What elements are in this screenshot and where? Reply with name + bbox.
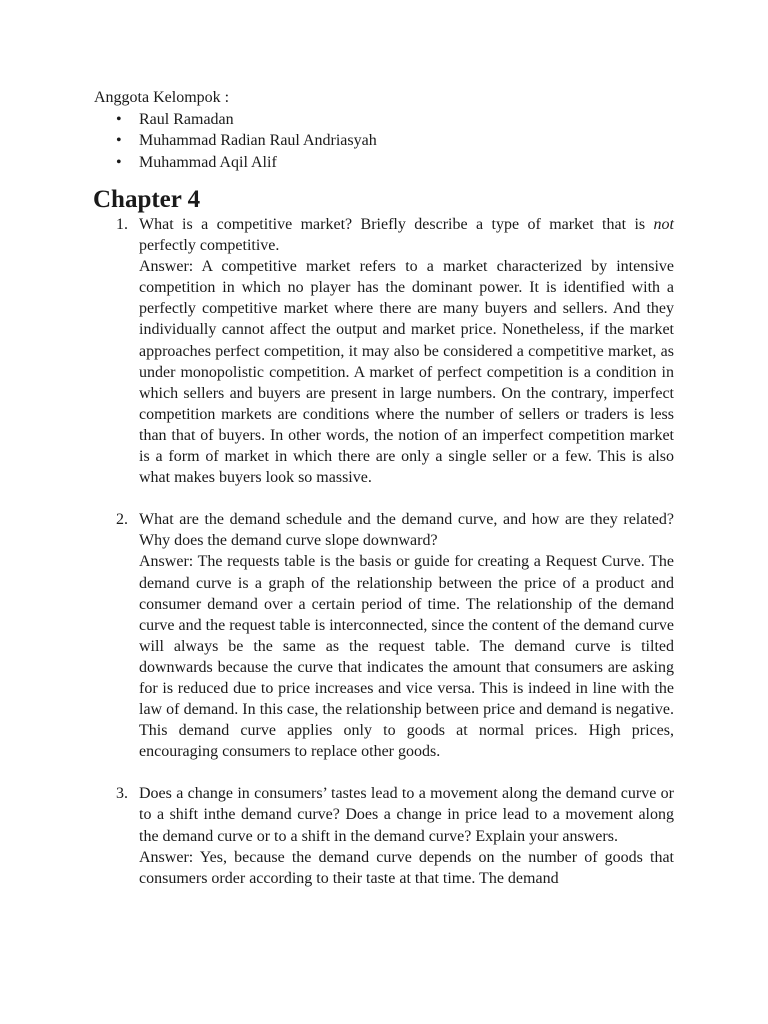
members-list [94, 109, 674, 174]
question-number: 3. [116, 785, 128, 803]
question-item [94, 783, 674, 888]
bullet-icon: • [116, 110, 122, 128]
questions-list [94, 214, 674, 910]
question-text-part: perfectly competitive. [139, 237, 280, 255]
list-item [94, 130, 674, 152]
member-name: Muhammad Radian Raul Andriasyah [139, 132, 377, 149]
list-item [94, 152, 674, 174]
members-heading: Anggota Kelompok : [94, 89, 230, 106]
question-item [94, 214, 674, 488]
question-emphasis: not [653, 216, 674, 233]
question-text: What are the demand schedule and the demand curve, and how are they related? Why does the demand curve slope downward? [139, 511, 674, 550]
question-text [139, 214, 674, 256]
answer-text: Answer: A competitive market refers to a market characterized by intensive competition in which no player has the dominant power. It is identified with a perfectly competitive market where there are many buyers and sellers. And they individually cannot affect the output and market price. Nonetheless, if the market approaches perfect competition, it may also be considered a competitive market, as under monopolistic competition. A market of perfect competition is a condition in which sellers and buyers are present in large numbers. On the contrary, imperfect competition markets are conditions where the number of sellers or traders is less than that of buyers. In other words, the notion of an imperfect competition market is a form of market in which there are only a single seller or a few. This is also what makes buyers look so massive. [139, 258, 674, 487]
question-text-part: What is a competitive market? Briefly describe a type of market that is [139, 216, 654, 233]
question-item [94, 509, 674, 762]
answer-text: Answer: The requests table is the basis or guide for creating a Request Curve. The demand curve is a graph of the relationship between the price of a product and consumer demand over a certain period of time. The relationship of the demand curve and the request table is interconnected, since the content of the demand curve will always be the same as the request table. The demand curve is tilted downwards because the curve that indicates the amount that consumers are asking for is reduced due to price increases and vice versa. This is indeed in line with the law of demand. In this case, the relationship between price and demand is negative. This demand curve applies only to goods at normal prices. High prices, encouraging consumers to replace other goods. [139, 553, 674, 761]
chapter-title: Chapter 4 [93, 186, 201, 213]
question-number: 1. [116, 216, 128, 233]
question-number: 2. [116, 511, 128, 529]
list-item [94, 109, 674, 131]
member-name: Raul Ramadan [139, 110, 234, 128]
group-members-section [94, 87, 674, 173]
bullet-icon: • [116, 153, 122, 171]
bullet-icon: • [116, 132, 122, 149]
question-text: Does a change in consumers’ tastes lead to a movement along the demand curve or to a shift inthe demand curve? Does a change in price lead to a movement along the demand curve or to a shift in the demand curve? Explain your answers. [139, 785, 674, 845]
answer-text: Answer: Yes, because the demand curve depends on the number of goods that consumers order according to their taste at that time. The demand [139, 848, 674, 887]
member-name: Muhammad Aqil Alif [139, 153, 277, 171]
